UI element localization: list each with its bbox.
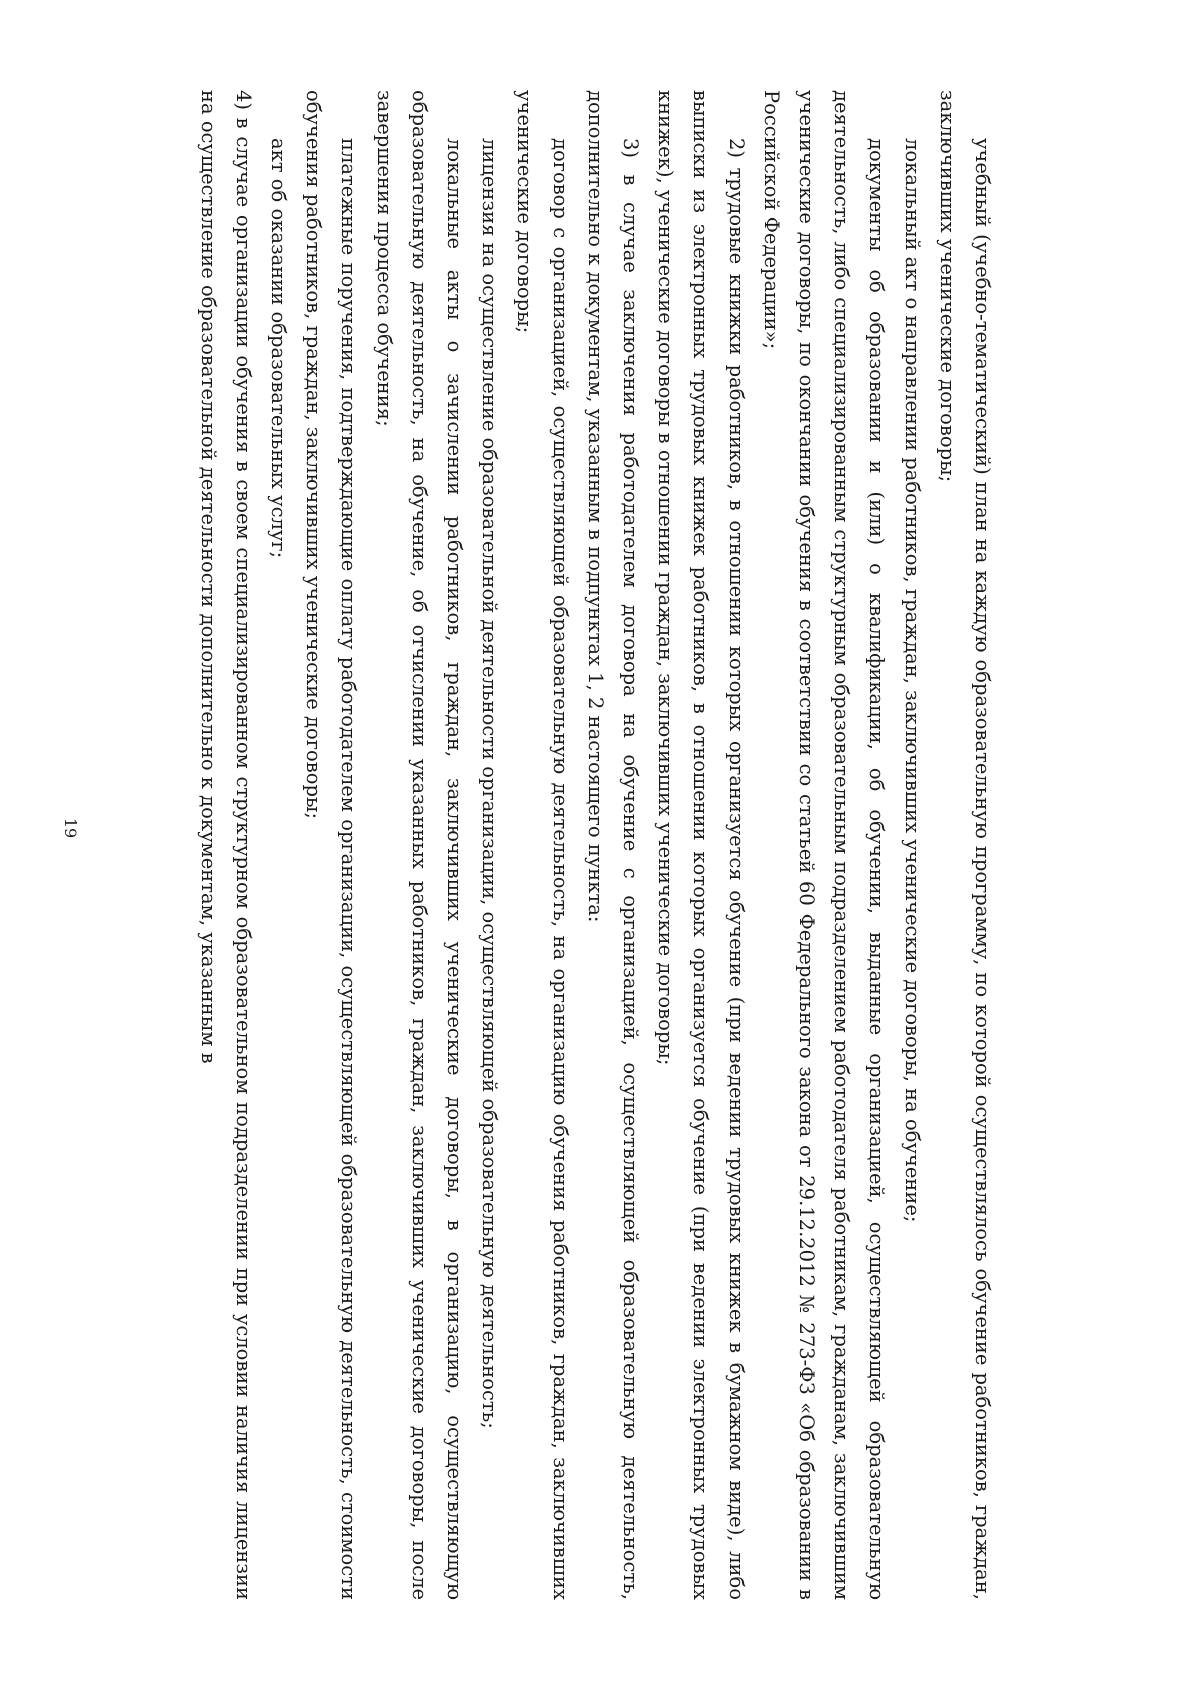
paragraph: учебный (учебно-тематический) план на каждую образовательную программу, по которой осуществлялось обучение работников, граждан, заключивших ученические договоры;: [935, 90, 994, 1600]
paragraph: лицензия на осуществление образовательной деятельности организации, осуществляющей образовательную деятельность;: [478, 138, 502, 1429]
page-number: 19: [61, 817, 80, 839]
paragraph: документы об образовании и (или) о квалификации, об обучении, выданные организацией, осуществляющей образовательную деятельность, либо специализированным структурным образовательным подразделением работодателя работникам, гражданам, заключившим ученические договоры, по окончании обучения в соответствии со статьей 60 Федерального закона от 29.12.2012 № 273-ФЗ «Об образовании в Российской Федерации»;: [759, 90, 889, 1600]
paragraph: 3) в случае заключения работодателем договора на обучение с организацией, осуществляющей образовательную деятельность, дополнительно к документам, указанным в подпунктах 1, 2 настоящего пункта:: [583, 90, 642, 1600]
paragraph: 4) в случае организации обучения в своем специализированном структурном образовательном подразделении при условии наличия лицензии на осуществление образовательной деятельности дополнительно к документам, указанным в: [196, 90, 255, 1600]
paragraph: локальные акты о зачислении работников, граждан, заключивших ученические договоры, в организацию, осуществляющую образовательную деятельность, на обучение, об отчислении указанных работников, граждан, заключивших ученические договоры, после завершения процесса обучения;: [372, 90, 466, 1600]
document-body: [196, 90, 1000, 1600]
paragraph: договор с организацией, осуществляющей образовательную деятельность, на организацию обучения работников, граждан, заключивших ученические договоры;: [513, 90, 572, 1600]
paragraph: 2) трудовые книжки работников, в отношении которых организуется обучение (при ведении трудовых книжек в бумажном виде), либо выписки из электронных трудовых книжек работников, в отношении которых организуется обучение (при ведении электронных трудовых книжек), ученические договоры в отношении граждан, заключивших ученические договоры;: [654, 90, 748, 1600]
paragraph: платежные поручения, подтверждающие оплату работодателем организации, осуществляющей образовательную деятельность, стоимости обучения работников, граждан, заключивших ученические договоры;: [302, 90, 361, 1600]
paragraph: локальный акт о направлении работников, граждан, заключивших ученические договоры, на обучение;: [900, 138, 924, 1223]
paragraph: акт об оказании образовательных услуг;: [266, 138, 290, 559]
